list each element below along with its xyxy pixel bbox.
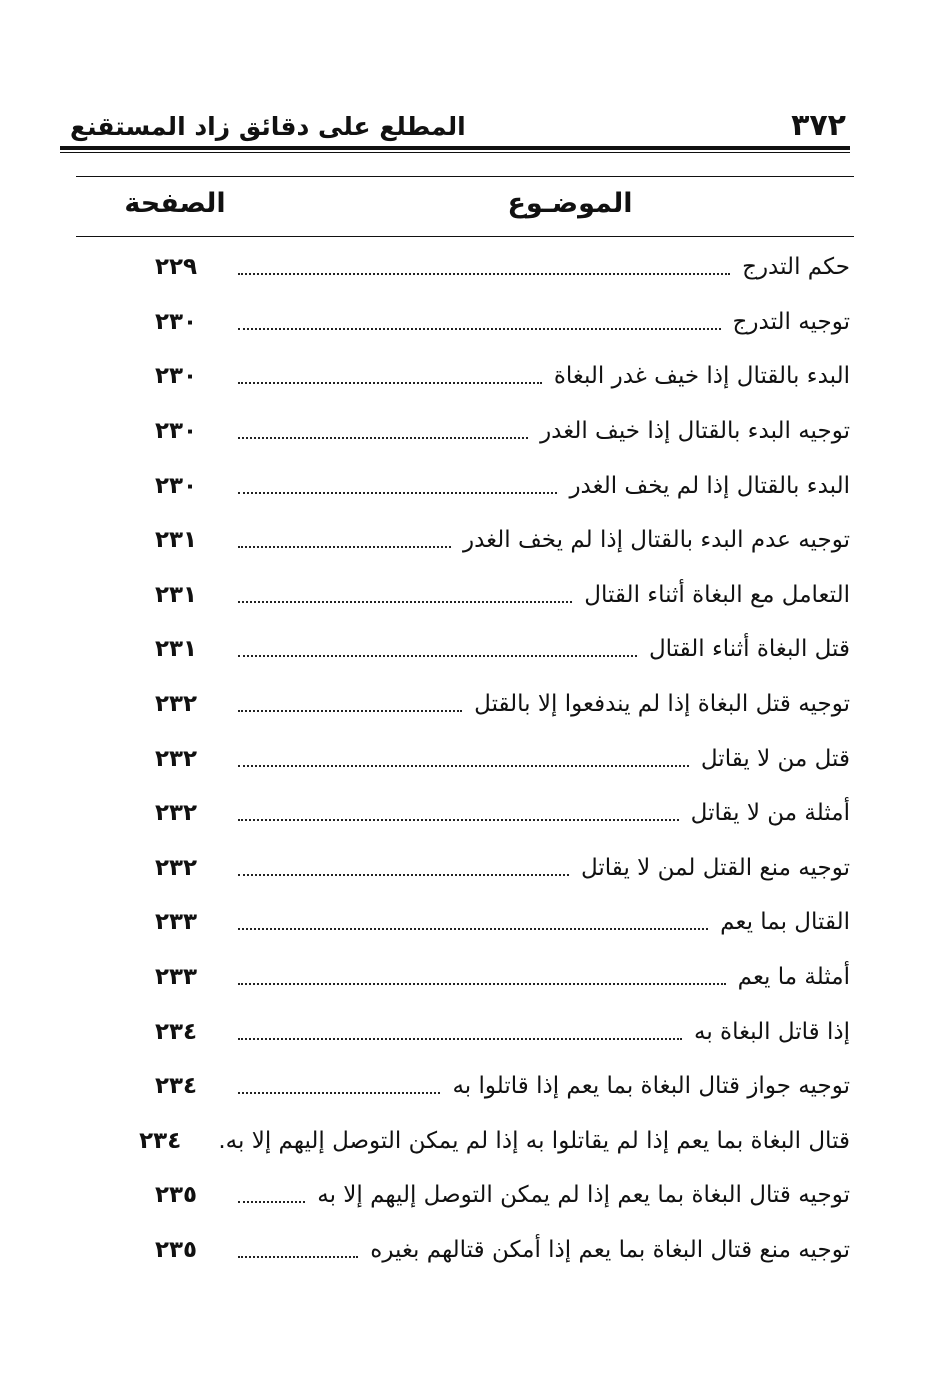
toc-entry-title: حكم التدرج — [742, 254, 850, 281]
dot-leader — [238, 1256, 358, 1258]
toc-entry-title: أمثلة ما يعم — [737, 964, 850, 991]
toc-entry — [120, 731, 850, 786]
toc-entry — [120, 1114, 850, 1169]
toc-entry-title: توجيه قتل البغاة إذا لم يندفعوا إلا بالقتل — [474, 691, 850, 718]
toc-entry — [120, 568, 850, 623]
toc-entry-title: القتال بما يعم — [720, 909, 850, 936]
toc-entry-page: ٢٣٠ — [154, 472, 198, 499]
toc-entry — [120, 1004, 850, 1059]
toc-entry-title: توجيه قتال البغاة بما يعم إذا لم يمكن التوصل إليهم إلا به — [317, 1182, 850, 1209]
toc-entry — [120, 295, 850, 350]
toc-entry-page: ٢٣١ — [154, 581, 198, 608]
column-header-bottom-rule — [76, 236, 854, 237]
toc-entry — [120, 1168, 850, 1223]
toc-entry-page: ٢٣٤ — [139, 1127, 182, 1154]
dot-leader — [238, 874, 569, 876]
dot-leader — [238, 492, 557, 494]
toc-entry-title: توجيه التدرج — [732, 308, 850, 335]
toc-entry-title: توجيه عدم البدء بالقتال إذا لم يخف الغدر — [463, 527, 850, 554]
toc-entry-page: ٢٣١ — [154, 527, 198, 554]
toc-entry — [120, 404, 850, 459]
toc-entry-page: ٢٣٣ — [154, 964, 198, 991]
dot-leader — [238, 983, 726, 985]
column-header-top-rule — [76, 176, 854, 177]
dot-leader — [238, 382, 542, 384]
toc-entry — [120, 240, 850, 295]
toc-entry-page: ٢٣٢ — [154, 854, 198, 881]
toc-entry-page: ٢٣٢ — [154, 691, 198, 718]
toc-entry-page: ٢٣٢ — [154, 745, 198, 772]
dot-leader — [238, 928, 708, 930]
header-rule-thin — [60, 152, 850, 153]
toc-entry — [120, 841, 850, 896]
toc-entry — [120, 1223, 850, 1278]
toc-entry-title: توجيه منع قتال البغاة بما يعم إذا أمكن قتالهم بغيره — [370, 1236, 850, 1263]
toc-entry-title: توجيه منع القتل لمن لا يقاتل — [580, 854, 850, 881]
dot-leader — [238, 1092, 440, 1094]
toc-entry-page: ٢٢٩ — [154, 254, 198, 281]
table-of-contents — [120, 240, 850, 1277]
toc-entry-title: البدء بالقتال إذا لم يخف الغدر — [569, 472, 850, 499]
toc-entry-title: البدء بالقتال إذا خيف غدر البغاة — [553, 363, 850, 390]
toc-entry-title: إذا قاتل البغاة به — [693, 1018, 850, 1045]
dot-leader — [238, 1038, 682, 1040]
toc-entry-title: توجيه البدء بالقتال إذا خيف الغدر — [540, 418, 850, 445]
toc-entry-page: ٢٣١ — [154, 636, 198, 663]
toc-entry — [120, 1059, 850, 1114]
dot-leader — [238, 710, 462, 712]
column-heading-topic: الموضـوع — [507, 188, 633, 219]
dot-leader — [238, 765, 689, 767]
toc-entry-page: ٢٣٥ — [154, 1182, 198, 1209]
toc-entry-title: قتل من لا يقاتل — [700, 745, 850, 772]
toc-entry-page: ٢٣٠ — [154, 418, 198, 445]
toc-entry — [120, 458, 850, 513]
toc-entry-page: ٢٣٣ — [154, 909, 198, 936]
dot-leader — [238, 601, 572, 603]
dot-leader — [238, 437, 528, 439]
toc-entry — [120, 786, 850, 841]
toc-entry-page: ٢٣٥ — [154, 1236, 198, 1263]
header-rule-thick — [60, 146, 850, 150]
dot-leader — [238, 819, 679, 821]
toc-entry-page: ٢٣٤ — [154, 1073, 198, 1100]
dot-leader — [238, 1201, 305, 1203]
toc-entry-page: ٢٣٠ — [154, 363, 198, 390]
toc-entry — [120, 622, 850, 677]
column-heading-page: الصفحة — [124, 188, 226, 219]
toc-entry — [120, 349, 850, 404]
toc-entry — [120, 895, 850, 950]
toc-entry-title: قتل البغاة أثناء القتال — [648, 636, 850, 663]
toc-entry-title: التعامل مع البغاة أثناء القتال — [584, 581, 850, 608]
toc-entry-page: ٢٣٠ — [154, 308, 198, 335]
toc-entry-page: ٢٣٢ — [154, 800, 198, 827]
toc-entry — [120, 677, 850, 732]
book-title: المطلع على دقائق زاد المستقنع — [70, 112, 466, 141]
toc-entry — [120, 950, 850, 1005]
toc-entry-title: قتال البغاة بما يعم إذا لم يقاتلوا به إذا لم يمكن التوصل إليهم إلا به. — [218, 1127, 850, 1154]
toc-entry-page: ٢٣٤ — [154, 1018, 198, 1045]
page-number: ٣٧٢ — [791, 108, 846, 143]
dot-leader — [238, 546, 451, 548]
toc-entry-title: أمثلة من لا يقاتل — [690, 800, 850, 827]
toc-entry — [120, 513, 850, 568]
dot-leader — [238, 328, 721, 330]
toc-entry-title: توجيه جواز قتال البغاة بما يعم إذا قاتلوا به — [452, 1073, 850, 1100]
dot-leader — [238, 273, 730, 275]
dot-leader — [238, 655, 637, 657]
